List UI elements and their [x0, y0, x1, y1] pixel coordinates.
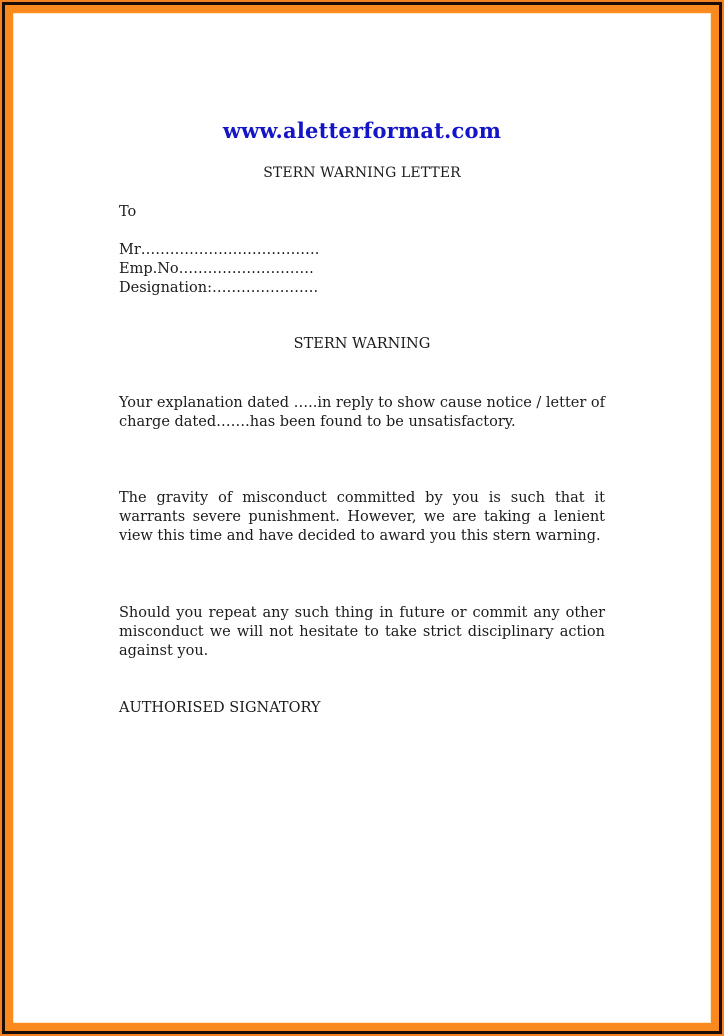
body-paragraph-2: The gravity of misconduct committed by you is such that it warrants severe punishment. However, we are taking a lenient view this time and have decided to award you this stern warning. — [119, 490, 605, 544]
recipient-address — [119, 241, 605, 298]
body-paragraph-3: Should you repeat any such thing in future or commit any other misconduct we will not hesitate to take strict disciplinary action against you. — [119, 605, 605, 659]
salutation: To — [119, 204, 137, 220]
letter-document — [13, 13, 711, 1023]
letter-title: STERN WARNING LETTER — [263, 165, 461, 181]
letter-subject: STERN WARNING — [293, 336, 431, 352]
employee-number-line: Emp.No………………………. — [119, 261, 314, 277]
authorised-signatory: AUTHORISED SIGNATORY — [119, 700, 321, 716]
designation-line: Designation:…………………. — [119, 280, 319, 296]
website-header: www.aletterformat.com — [222, 118, 502, 143]
body-paragraph-1: Your explanation dated …..in reply to show cause notice / letter of charge dated…….has been found to be unsatisfactory. — [119, 395, 605, 430]
letter-page — [13, 13, 711, 1023]
recipient-name-line: Mr………………………………. — [119, 242, 320, 258]
